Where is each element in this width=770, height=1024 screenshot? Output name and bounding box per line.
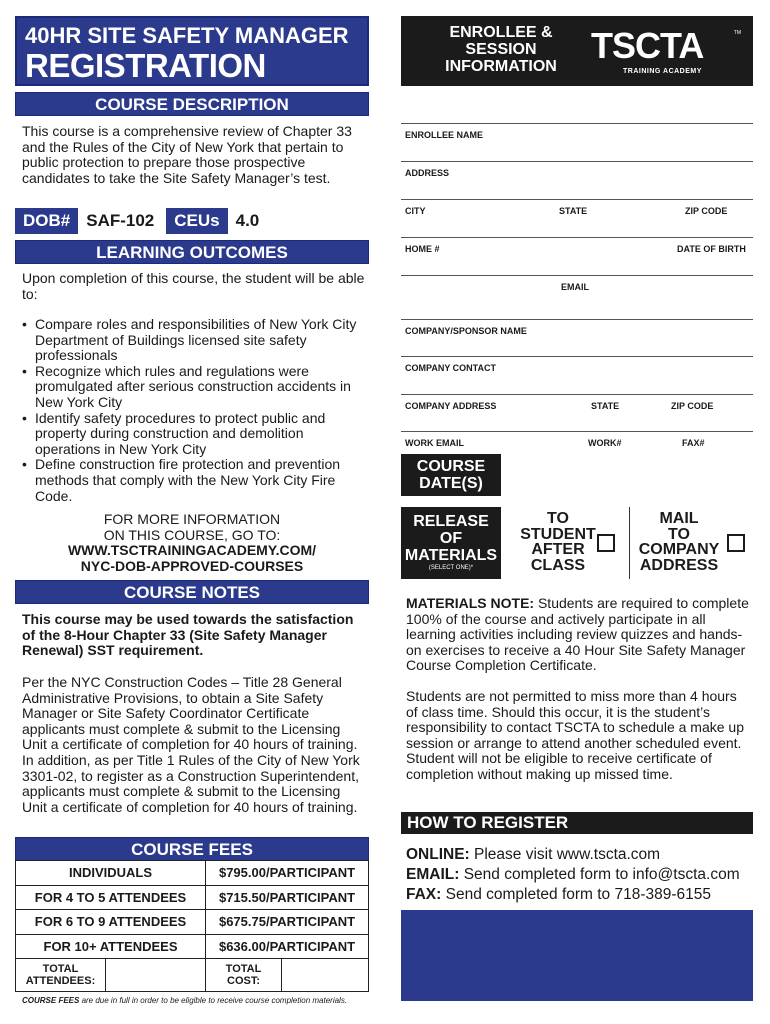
option-to-student [514, 511, 602, 573]
online-label: ONLINE: [406, 846, 470, 863]
email-label: EMAIL: [406, 866, 460, 883]
opt2-line-4: ADDRESS [639, 556, 719, 574]
table-row [16, 910, 369, 935]
email-field[interactable] [401, 275, 753, 313]
opt1-line-4: CLASS [530, 556, 586, 574]
fees-footnote-bold: COURSE FEES [22, 996, 80, 1005]
enrollee-heading-line-3: INFORMATION [445, 58, 557, 75]
enrollee-heading-line-1: ENROLLEE & [449, 24, 553, 41]
opt2-line-3: COMPANY [638, 541, 720, 558]
field-label: CITY [405, 206, 426, 216]
company-address-field[interactable] [401, 394, 753, 432]
table-row [16, 934, 369, 959]
enrollee-heading [431, 24, 571, 75]
to-student-checkbox[interactable] [597, 534, 615, 552]
form-title [15, 16, 369, 86]
release-label [401, 507, 501, 579]
fees-footnote-text: are due in full in order to be eligible to receive course completion materials. [79, 996, 348, 1005]
online-text[interactable]: Please visit www.tscta.com [469, 846, 661, 863]
fee-label: FOR 6 TO 9 ATTENDEES [16, 910, 206, 935]
release-select-one: (SELECT ONE)* [428, 565, 474, 571]
email-text[interactable]: Send completed form to info@tscta.com [459, 866, 740, 883]
release-line-3: MATERIALS [404, 547, 498, 564]
totals-row [16, 959, 369, 992]
release-line-2: OF [439, 530, 463, 547]
field-label: COMPANY CONTACT [405, 363, 496, 373]
option-divider [629, 507, 630, 579]
list-item: • Recognize which rules and regulations were promulgated after serious construction accidents in New York City [22, 364, 367, 411]
register-online [406, 845, 660, 865]
register-email [406, 865, 740, 885]
field-label: DATE OF BIRTH [677, 244, 746, 254]
title-line-2: REGISTRATION [25, 47, 266, 84]
course-dates-line-1: COURSE [416, 458, 486, 475]
opt1-line-3: AFTER [531, 541, 585, 558]
release-of-materials [401, 507, 753, 581]
enrollee-heading-line-2: SESSION [465, 41, 537, 58]
list-item: • Define construction fire protection and prevention methods that comply with the New York City Fire Code. [22, 457, 367, 504]
course-dates-label [401, 454, 501, 496]
fee-price: $675.75/PARTICIPANT [206, 910, 369, 935]
materials-note [406, 596, 751, 674]
company-contact-field[interactable] [401, 356, 753, 394]
logo-text: TSCTA [591, 25, 704, 66]
fax-label: FAX: [406, 886, 442, 903]
course-dates-line-2: DATE(S) [419, 475, 483, 492]
course-notes-text: Per the NYC Construction Codes – Title 28 General Administrative Provisions, to obtain a Site Safety Manager or Site Safety Coordinator Certificate applicants must complete & submit to the Licensing Unit a certificate of completion for 40 hours of training. In addition, as per Title 1 Rules of the City of New York 3301-02, to register as a Construction Superintendent, applicants must complete & submit to the Licensing Unit a certificate of completion for 40 hours of training. [22, 674, 360, 815]
course-description-heading: COURSE DESCRIPTION [15, 92, 369, 116]
attendance-note: Students are not permitted to miss more than 4 hours of class time. Should this occur, it is the student’s responsibility to contact TSCTA to schedule a make up session or arrange to attend another scheduled event. Student will not be eligible to receive certificate of completion without making up missed time. [406, 688, 744, 782]
totals-right [206, 959, 369, 992]
tscta-logo [591, 26, 741, 76]
field-label: ADDRESS [405, 168, 450, 178]
materials-note-text: Students are required to complete 100% of the course and actively participate in all learning activities including review quizzes and hands-on exercises to receive a 40 Hour Site Safety Manager Course Completion Certificate. [406, 595, 749, 674]
register-fax [406, 885, 711, 905]
more-info-line-2: ON THIS COURSE, GO TO: [103, 526, 281, 543]
work-contact-field[interactable] [401, 431, 753, 451]
more-info [15, 512, 369, 574]
fees-footnote [22, 996, 367, 1005]
total-attendees-input[interactable] [106, 959, 205, 991]
field-label: ZIP CODE [685, 206, 728, 216]
field-label: STATE [591, 401, 620, 411]
fee-price: $715.50/PARTICIPANT [206, 885, 369, 910]
total-attendees-label: TOTAL ATTENDEES: [16, 959, 106, 991]
fee-label: INDIVIDUALS [16, 861, 206, 886]
more-info-url-1[interactable]: WWW.TSCTRAININGACADEMY.COM/ [67, 542, 317, 559]
office-use-box [401, 910, 753, 1001]
more-info-line-1: FOR MORE INFORMATION [103, 511, 281, 527]
field-label: EMAIL [561, 282, 589, 292]
field-label: COMPANY/SPONSOR NAME [405, 326, 527, 336]
table-row [16, 885, 369, 910]
how-to-register-heading: HOW TO REGISTER [401, 812, 753, 834]
title-line-1: 40HR SITE SAFETY MANAGER [25, 23, 349, 48]
field-label: HOME # [405, 244, 440, 254]
mail-to-company-checkbox[interactable] [727, 534, 745, 552]
fee-price: $636.00/PARTICIPANT [206, 934, 369, 959]
dob-label: DOB# [15, 208, 78, 234]
course-notes-bold-text: This course may be used towards the satisfaction of the 8-Hour Chapter 33 (Site Safety Manager Renewal) SST requirement. [22, 611, 354, 659]
totals-left [16, 959, 206, 992]
fee-label: FOR 4 TO 5 ATTENDEES [16, 885, 206, 910]
field-label: STATE [559, 206, 588, 216]
release-line-1: RELEASE [413, 513, 489, 530]
field-label: COMPANY ADDRESS [405, 401, 497, 411]
opt2-line-1: MAIL [659, 510, 699, 527]
address-field[interactable] [401, 161, 753, 199]
fax-text: Send completed form to 718-389-6155 [441, 886, 712, 903]
field-label: FAX# [682, 438, 705, 448]
enrollee-name-field[interactable] [401, 123, 753, 161]
more-info-url-2[interactable]: NYC-DOB-APPROVED-COURSES [80, 557, 304, 574]
learning-outcomes-heading: LEARNING OUTCOMES [15, 240, 369, 264]
learning-outcomes-list [22, 317, 367, 504]
fee-price: $795.00/PARTICIPANT [206, 861, 369, 886]
fees-table [15, 860, 369, 992]
dob-value: SAF-102 [86, 211, 155, 230]
course-description-text: This course is a comprehensive review of Chapter 33 and the Rules of the City of New York that pertain to public protection to prepare those prospective candidates to take the Site Safety Manager’s test. [22, 123, 352, 186]
materials-note-label: MATERIALS NOTE: [406, 595, 535, 611]
fee-label: FOR 10+ ATTENDEES [16, 934, 206, 959]
field-label: WORK# [588, 438, 622, 448]
opt1-line-2: STUDENT [520, 525, 596, 543]
table-row [16, 861, 369, 886]
field-label: ENROLLEE NAME [405, 130, 484, 140]
company-name-field[interactable] [401, 319, 753, 357]
ceu-value: 4.0 [235, 211, 260, 230]
option-mail-to-company [635, 511, 723, 573]
course-fees-heading: COURSE FEES [15, 837, 369, 861]
opt1-line-1: TO [547, 510, 569, 527]
total-cost-input[interactable] [282, 959, 368, 991]
logo-subtitle: TRAINING ACADEMY [623, 68, 702, 75]
ceu-label: CEUs [166, 208, 227, 234]
enrollee-header [401, 16, 753, 86]
course-codes [15, 208, 369, 234]
list-item: • Identify safety procedures to protect public and property during construction and demolition operations in New York City [22, 411, 367, 458]
learning-outcomes-intro: Upon completion of this course, the student will be able to: [22, 270, 365, 302]
total-cost-label: TOTAL COST: [206, 959, 282, 991]
course-dates-input[interactable] [501, 454, 753, 496]
course-notes-heading: COURSE NOTES [15, 580, 369, 604]
field-label: ZIP CODE [671, 401, 714, 411]
opt2-line-2: TO [668, 525, 690, 543]
logo-tm: TM [733, 30, 741, 36]
city-state-zip-field[interactable] [401, 199, 753, 237]
field-label: WORK EMAIL [405, 438, 464, 448]
home-dob-field[interactable] [401, 237, 753, 275]
list-item: • Compare roles and responsibilities of New York City Department of Buildings licensed site safety professionals [22, 317, 367, 364]
